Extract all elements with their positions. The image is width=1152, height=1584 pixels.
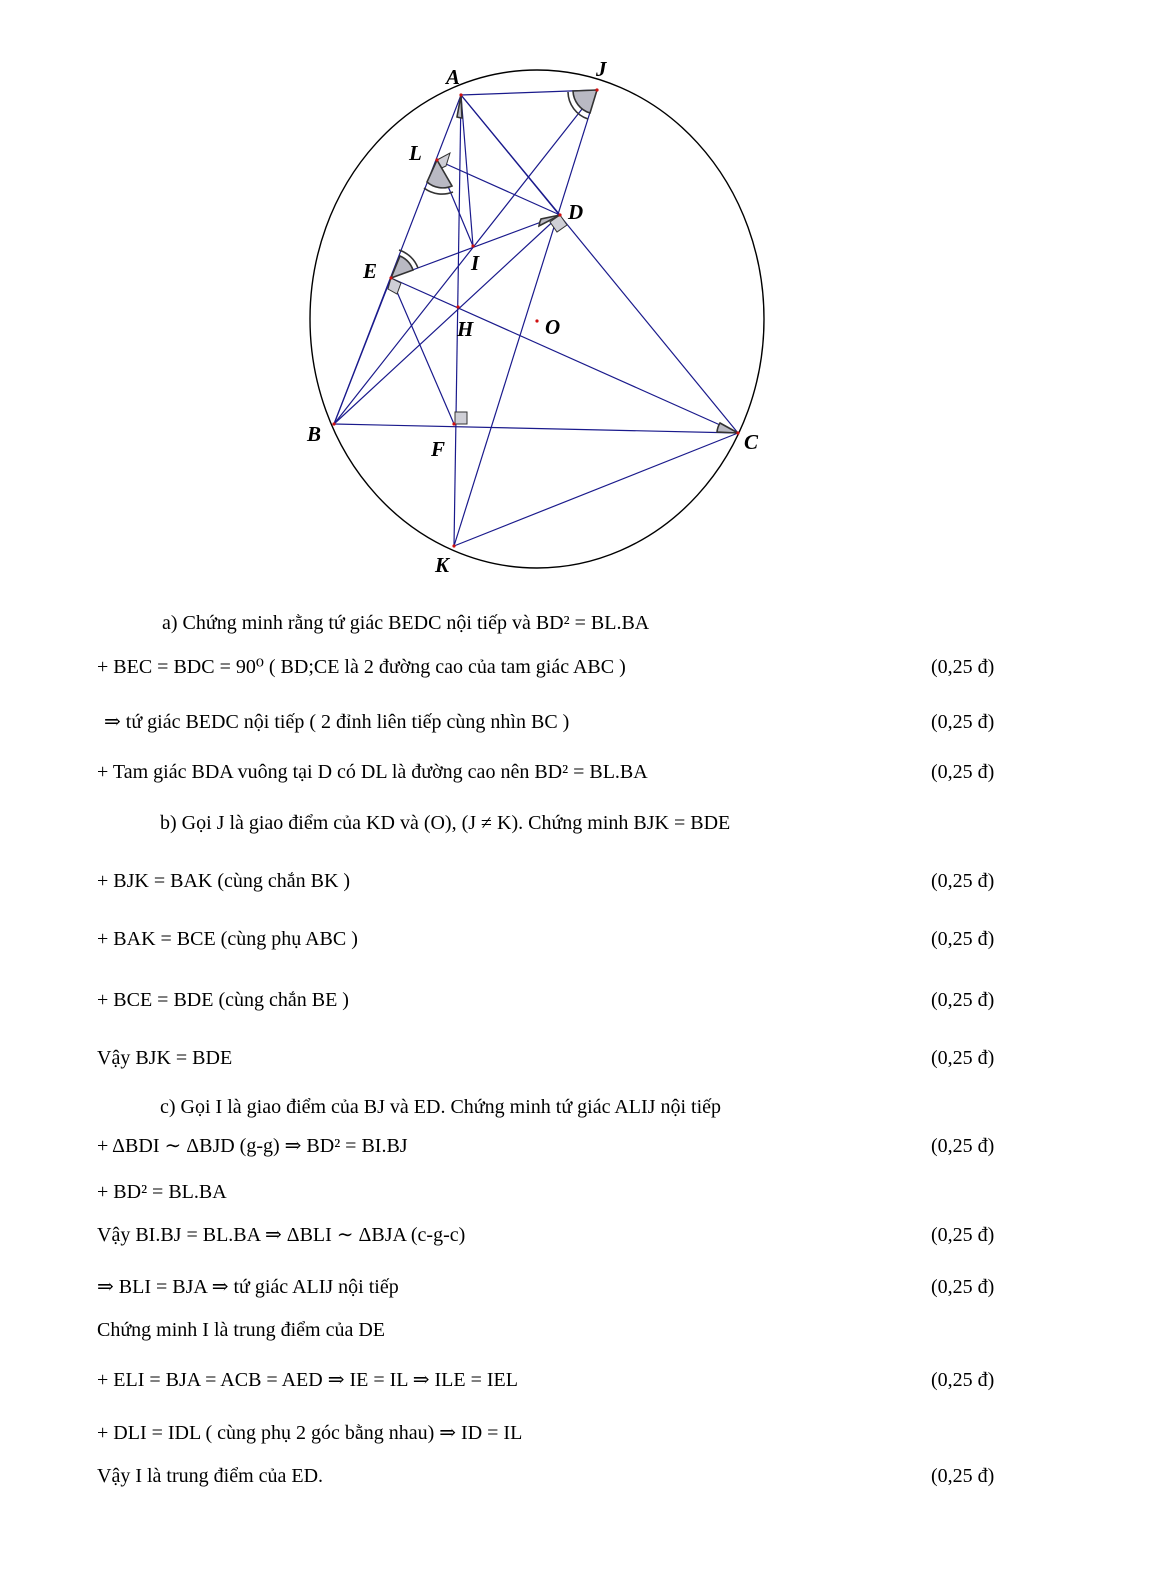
line-text: b) Gọi J là giao điểm của KD và (O), (J ≠ K). Chứng minh BJK = BDE: [160, 812, 731, 834]
angle-mark-j: [573, 90, 597, 113]
line-score: (0,25 đ): [931, 711, 995, 733]
label-b: B: [307, 422, 322, 446]
line-b-2: [0, 922, 1152, 956]
line-score: (0,25 đ): [931, 870, 995, 892]
line-b-3: [0, 983, 1152, 1017]
line-score: (0,25 đ): [931, 1276, 995, 1298]
line-b-1: [0, 864, 1152, 898]
line-c-4: [0, 1270, 1152, 1304]
line-a-2: [0, 705, 1152, 739]
label-c: C: [744, 430, 759, 454]
line-c-6: [0, 1363, 1152, 1397]
line-text: + BJK = BAK (cùng chắn BK ): [97, 870, 351, 892]
segment-ld: [437, 160, 560, 215]
line-c-2: [0, 1175, 1152, 1209]
label-e: E: [363, 259, 378, 283]
line-text: ⇒ tứ giác BEDC nội tiếp ( 2 đỉnh liên tiếp cùng nhìn BC ): [104, 711, 570, 733]
line-c-1: [0, 1129, 1152, 1163]
segment-bc: [334, 424, 738, 433]
line-c-5: [0, 1313, 1152, 1347]
line-score: (0,25 đ): [931, 656, 995, 678]
right-angle-e: [388, 278, 401, 294]
label-l: L: [409, 141, 422, 165]
line-text: + Tam giác BDA vuông tại D có DL là đường cao nên BD² = BL.BA: [97, 761, 648, 783]
segment-ef: [391, 278, 454, 424]
label-k: K: [435, 553, 450, 577]
label-i: I: [471, 251, 480, 275]
line-text: + BD² = BL.BA: [97, 1181, 227, 1203]
line-a-title: [0, 606, 1152, 640]
line-score: (0,25 đ): [931, 989, 995, 1011]
line-text: + BCE = BDE (cùng chắn BE ): [97, 989, 349, 1011]
angle-mark-c: [717, 423, 738, 433]
line-text: Vậy BJK = BDE: [97, 1047, 233, 1069]
label-j: J: [596, 57, 607, 81]
segment-be: [334, 278, 391, 424]
line-text: Vậy I là trung điểm của ED.: [97, 1465, 324, 1487]
label-h: H: [457, 317, 474, 341]
line-score: (0,25 đ): [931, 1047, 995, 1069]
circle-o: [310, 70, 764, 568]
label-d: D: [568, 200, 584, 224]
segment-ce: [391, 278, 738, 433]
line-text: a) Chứng minh rằng tứ giác BEDC nội tiếp và BD² = BL.BA: [162, 612, 650, 634]
line-score: (0,25 đ): [931, 1224, 995, 1246]
line-text: + ELI = BJA = ACB = AED ⇒ IE = IL ⇒ ILE = IEL: [97, 1369, 518, 1391]
line-c-3: [0, 1218, 1152, 1252]
right-angle-f: [455, 412, 467, 424]
geometry-figure: [0, 0, 1152, 590]
line-text: ⇒ BLI = BJA ⇒ tứ giác ALIJ nội tiếp: [97, 1276, 399, 1298]
label-f: F: [431, 437, 446, 461]
line-b-4: [0, 1041, 1152, 1075]
line-c-title: [0, 1090, 1152, 1124]
segment-bd: [334, 215, 560, 424]
segment-kc: [454, 433, 738, 546]
line-text: Chứng minh I là trung điểm của DE: [97, 1319, 386, 1341]
line-c-7: [0, 1416, 1152, 1450]
segment-ai: [461, 95, 473, 246]
line-score: (0,25 đ): [931, 928, 995, 950]
segment-bj: [334, 90, 597, 424]
line-text: c) Gọi I là giao điểm của BJ và ED. Chứng minh tứ giác ALIJ nội tiếp: [160, 1096, 722, 1118]
points: [332, 88, 739, 547]
line-a-3: [0, 755, 1152, 789]
line-b-title: [0, 806, 1152, 840]
line-a-1: [0, 650, 1152, 684]
angle-mark-l: [427, 160, 452, 188]
segments: [334, 90, 738, 546]
segment-kj: [454, 90, 597, 546]
label-a: A: [446, 65, 461, 89]
line-score: (0,25 đ): [931, 1369, 995, 1391]
line-text: + ΔBDI ∼ ΔBJD (g-g) ⇒ BD² = BI.BJ: [97, 1135, 408, 1157]
line-text: + DLI = IDL ( cùng phụ 2 góc bằng nhau) ⇒ ID = IL: [97, 1422, 523, 1444]
line-score: (0,25 đ): [931, 761, 995, 783]
line-score: (0,25 đ): [931, 1135, 995, 1157]
label-o: O: [545, 315, 561, 339]
line-score: (0,25 đ): [931, 1465, 995, 1487]
line-c-8: [0, 1459, 1152, 1493]
line-text: + BAK = BCE (cùng phụ ABC ): [97, 928, 358, 950]
line-text: Vậy BI.BJ = BL.BA ⇒ ΔBLI ∼ ΔBJA (c-g-c): [97, 1224, 466, 1246]
line-text: + BEC = BDC = 90⁰ ( BD;CE là 2 đường cao của tam giác ABC ): [97, 656, 626, 678]
